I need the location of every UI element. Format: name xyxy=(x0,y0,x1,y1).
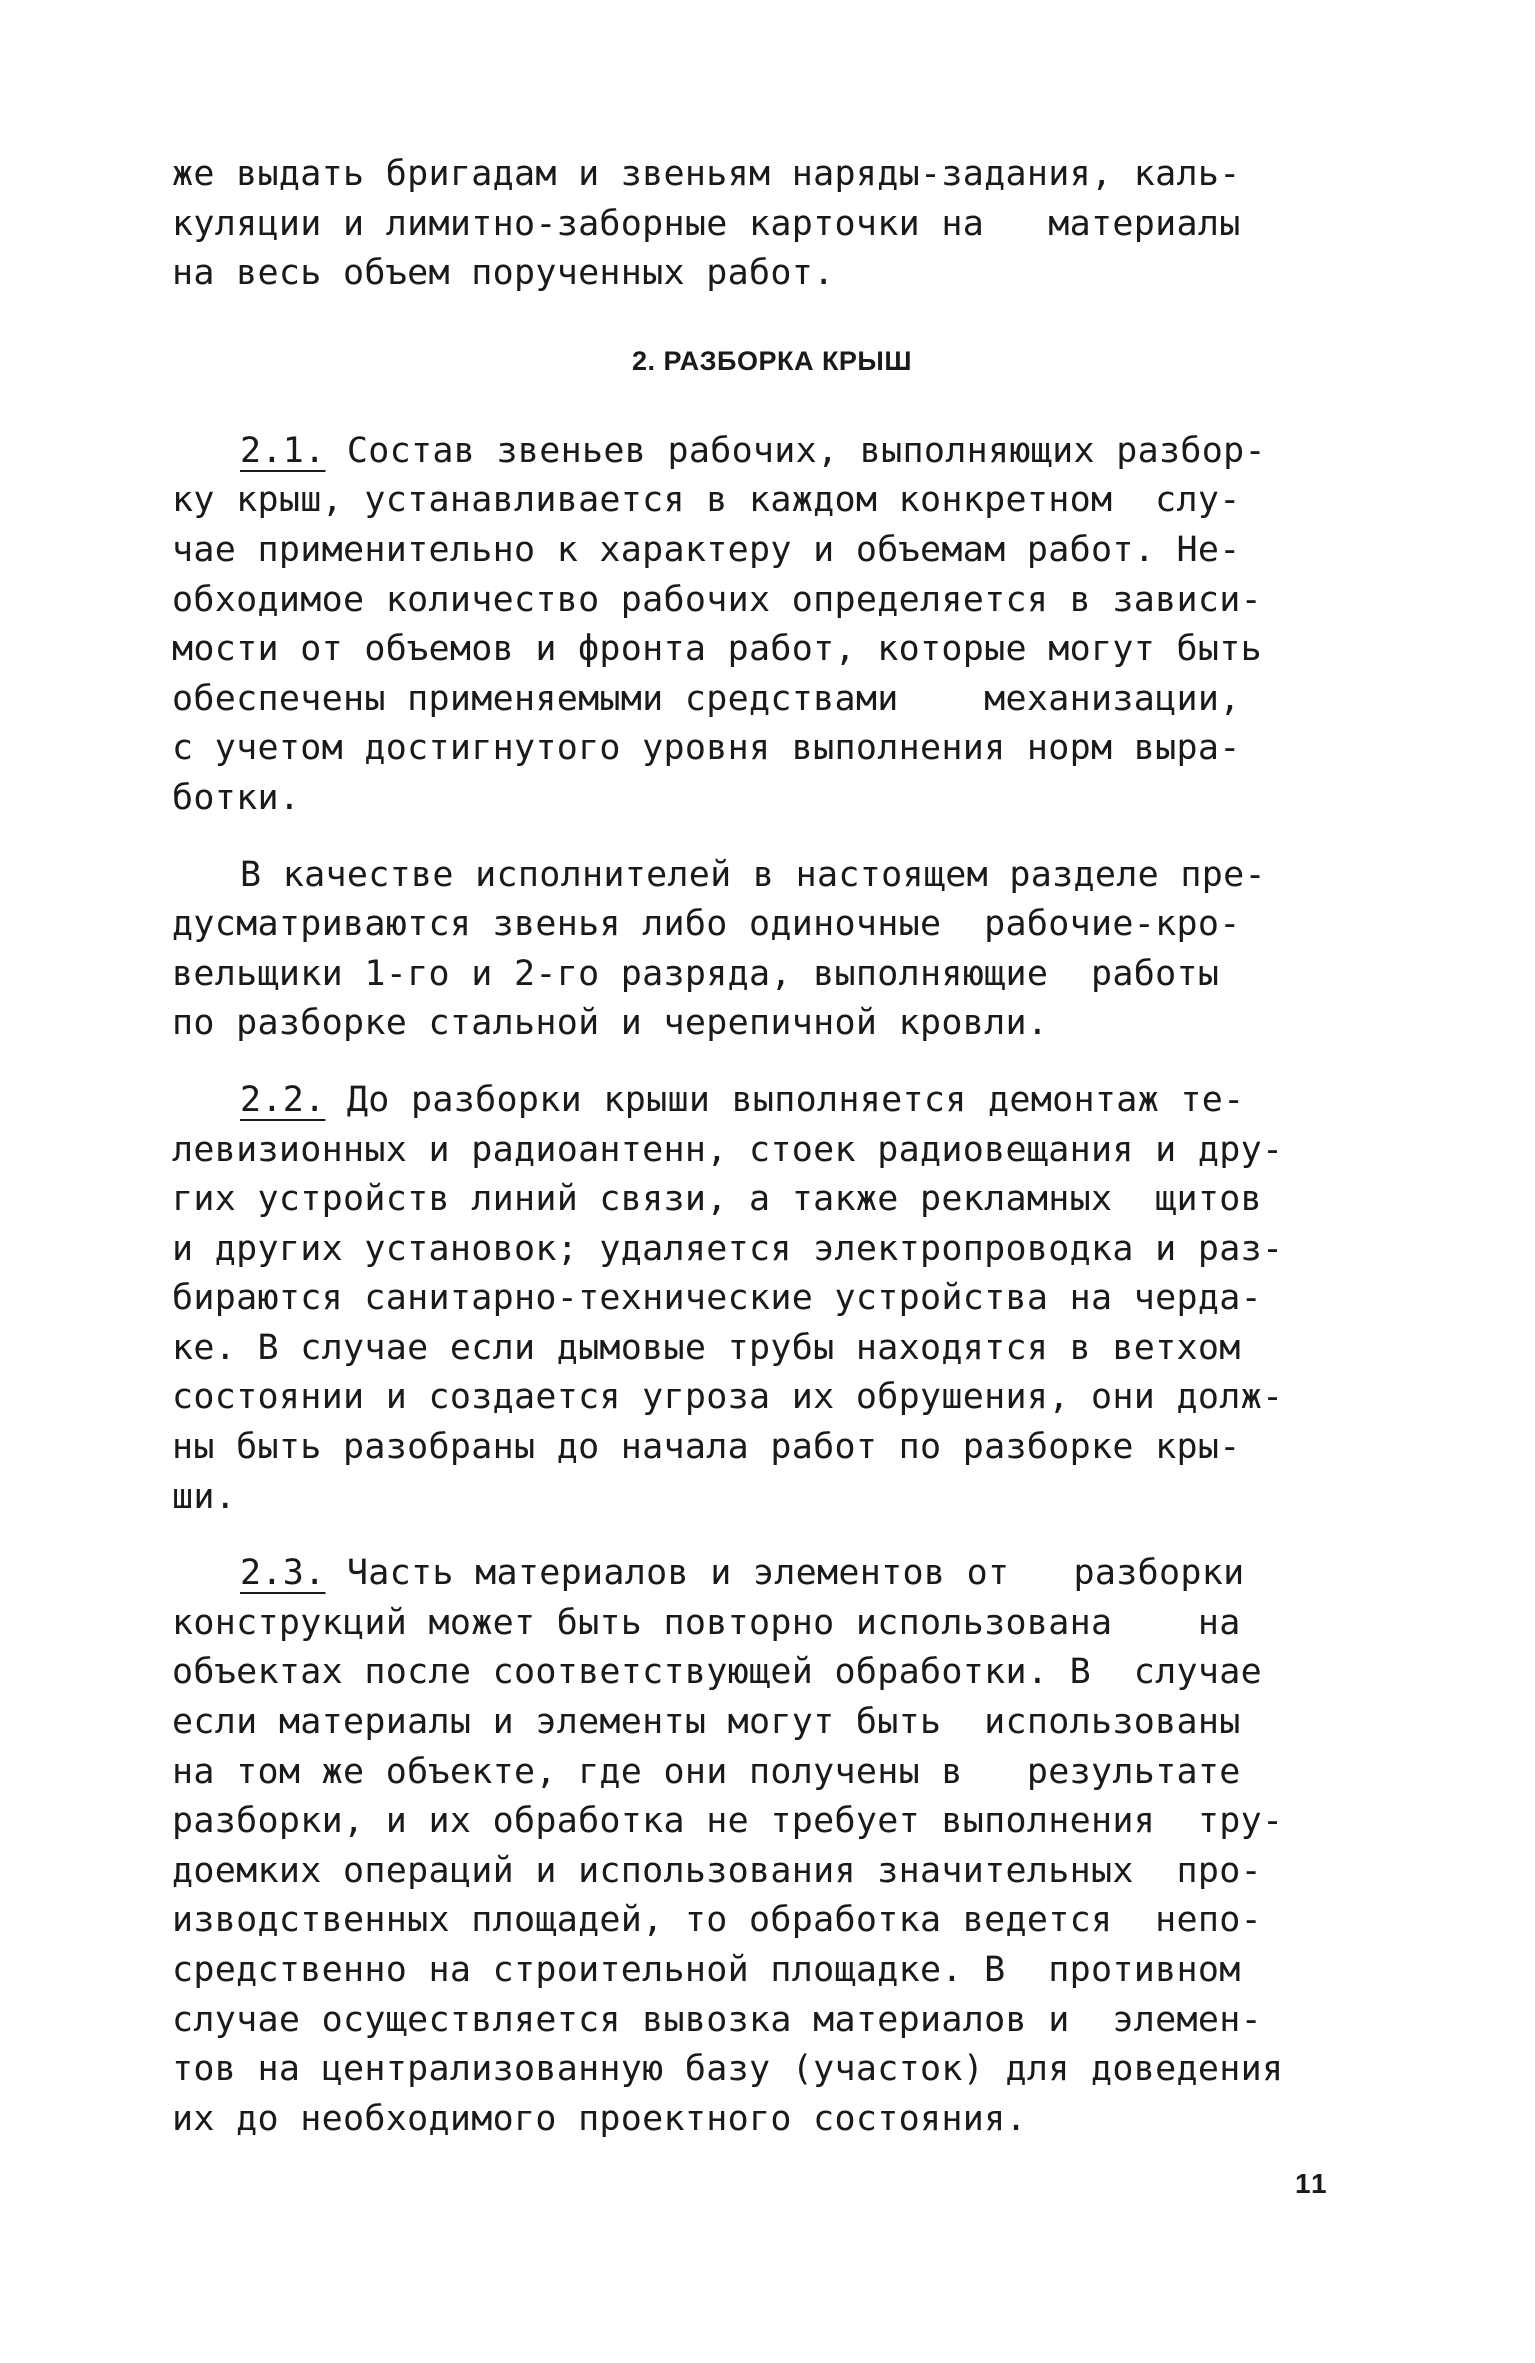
text-line: состоянии и создается угроза их обрушения, они долж- xyxy=(172,1377,1284,1418)
text-line: изводственных площадей, то обработка ведется непо- xyxy=(172,1900,1262,1941)
text-line: доемких операций и использования значительных про- xyxy=(172,1850,1262,1891)
text-line: разборки, и их обработка не требует выполнения тру- xyxy=(172,1801,1284,1842)
clause-number: 2.3. xyxy=(240,1553,326,1594)
paragraph-gap xyxy=(172,824,1372,851)
intro-paragraph xyxy=(172,150,1372,299)
text-line: по разборке стальной и черепичной кровли. xyxy=(172,1003,1049,1044)
text-line: левизионных и радиоантенн, стоек радиовещания и дру- xyxy=(172,1129,1284,1170)
page-number: 11 xyxy=(1295,2168,1329,2199)
text-line xyxy=(172,1549,1372,1599)
text-line: обходимое количество рабочих определяется в зависи- xyxy=(172,579,1262,620)
paragraph-2-2 xyxy=(172,1076,1372,1522)
text-line: ку крыш, устанавливается в каждом конкретном слу- xyxy=(172,480,1241,521)
text-line: на том же объекте, где они получены в результате xyxy=(172,1751,1241,1792)
text-line: тов на централизованную базу (участок) для доведения xyxy=(172,2049,1284,2090)
clause-number: 2.2. xyxy=(240,1079,326,1120)
text-line: объектах после соответствующей обработки. В случае xyxy=(172,1652,1262,1693)
text-line: ке. В случае если дымовые трубы находятся в ветхом xyxy=(172,1327,1241,1368)
text-line: с учетом достигнутого уровня выполнения норм выра- xyxy=(172,728,1241,769)
text-line: их до необходимого проектного состояния. xyxy=(172,2098,1027,2139)
paragraph-2-1 xyxy=(172,427,1372,824)
text-line: ши. xyxy=(172,1476,237,1517)
text-line: бираются санитарно-технические устройства на черда- xyxy=(172,1278,1262,1319)
clause-number: 2.1. xyxy=(240,430,326,471)
text-line xyxy=(172,1076,1372,1126)
page-body xyxy=(172,150,1372,2144)
text-fragment: До разборки крыши выполняется демонтаж те- xyxy=(325,1079,1245,1120)
text-line: случае осуществляется вывозка материалов и элемен- xyxy=(172,1999,1262,2040)
text-line: куляции и лимитно-заборные карточки на материалы xyxy=(172,203,1241,244)
paragraph-2-1-performers xyxy=(172,851,1372,1049)
text-line: средственно на строительной площадке. В противном xyxy=(172,1950,1241,1990)
paragraph-gap xyxy=(172,1522,1372,1549)
text-line: конструкций может быть повторно использована на xyxy=(172,1602,1241,1643)
text-line: В качестве исполнителей в настоящем разделе пре- xyxy=(240,854,1266,895)
paragraph-gap xyxy=(172,1049,1372,1076)
text-line: на весь объем порученных работ. xyxy=(172,253,835,294)
text-line: вельщики 1-го и 2-го разряда, выполняющие работы xyxy=(172,953,1220,994)
text-line: обеспечены применяемыми средствами механизации, xyxy=(172,678,1241,719)
text-fragment: Состав звеньев рабочих, выполняющих разбор- xyxy=(325,430,1266,471)
text-line xyxy=(172,427,1372,477)
text-line: если материалы и элементы могут быть использованы xyxy=(172,1702,1241,1743)
text-line: ны быть разобраны до начала работ по разборке кры- xyxy=(172,1427,1241,1468)
text-line: ботки. xyxy=(172,777,301,818)
text-line: чае применительно к характеру и объемам работ. Не- xyxy=(172,529,1241,570)
text-line: дусматриваются звенья либо одиночные рабочие-кро- xyxy=(172,904,1241,945)
section-heading: 2. РАЗБОРКА КРЫШ xyxy=(631,345,913,376)
text-fragment: Часть материалов и элементов от разборки xyxy=(325,1553,1245,1594)
text-line: же выдать бригадам и звеньям наряды-задания, каль- xyxy=(172,154,1241,194)
text-line: мости от объемов и фронта работ, которые могут быть xyxy=(172,629,1262,670)
text-line: и других установок; удаляется электропроводка и раз- xyxy=(172,1228,1284,1269)
text-line: гих устройств линий связи, а также рекламных щитов xyxy=(172,1179,1262,1220)
paragraph-2-3 xyxy=(172,1549,1372,2144)
